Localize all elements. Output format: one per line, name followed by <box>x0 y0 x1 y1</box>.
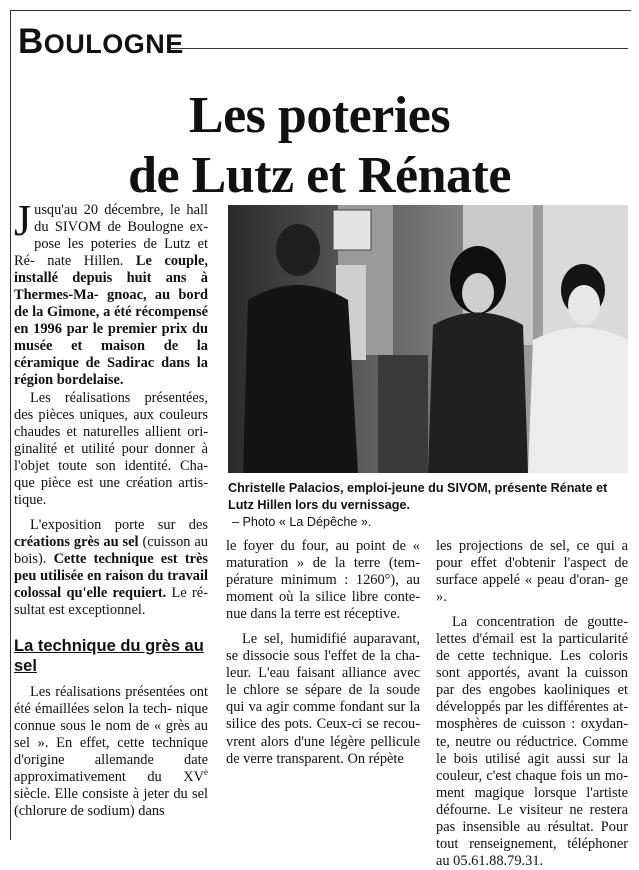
column-3 <box>436 538 628 870</box>
intro-bold-text: Le couple, installé depuis huit ans à Thermes-Ma- gnoac, au bord de la Gimone, a été récompensé en 1996 par le premier prix du musée et maison de la céramique de Sadirac dans la région bordelaise. <box>14 253 209 389</box>
headline-line-1: Les poteries <box>188 87 451 144</box>
technique-text-a: Les réalisations présentées ont été émaillées selon la tech- nique connue sous le nom de « grès au sel ». En effet, cette technique d'origine allemande date approximativement du XV <box>14 684 208 786</box>
subheading: La technique du grès au sel <box>14 637 204 676</box>
paragraph-foyer: le foyer du four, au point de « maturation » de la terre (tem- pérature minimum : 1260°), au moment où la silice libre conte- nue dans la terre est réceptive. <box>226 538 420 623</box>
expo-text-bold-a: créations grès au sel <box>14 533 139 550</box>
section-label <box>18 22 184 64</box>
paragraph-sel: Le sel, humidifié auparavant, se dissocie sous l'effet de la cha- leur. L'eau faisant alliance avec le chlore se sépare de la soude qui va agir comme fondant sur la silice des pots. Ceux-ci se recou- vrent alors d'une légère pellicule de verre transparent. On répète <box>226 631 420 767</box>
section-label-initial: B <box>18 22 44 61</box>
photo-caption <box>228 480 632 531</box>
headline-line-2: de Lutz et Rénate <box>128 147 511 204</box>
technique-text-b: siècle. Elle consiste à jeter du sel (chlorure de sodium) dans <box>14 786 208 820</box>
paragraph-intro <box>14 196 209 390</box>
expo-text-a: L'exposition porte sur des <box>30 516 208 533</box>
photo-credit: – Photo « La Dépêche ». <box>232 515 372 529</box>
paragraph-concentration: La concentration de goutte- lettes d'émail est la particularité de cette technique. Les coloris sont apportés, avant la cuisson par des engobes kaoliniques et développés par les différentes at- mosphères de cuisson : oxydan- te, neutre ou réductrice. Comme le bois utilisé agit aussi sur la couleur, c'est chaque fois un mo- ment magique lorsque l'artiste défourne. Le visiteur ne restera pas insensible au résultat. Pour tout renseignement, téléphoner au 05.61.88.79.31. <box>436 614 628 869</box>
expo-text-bold-b: Cette technique est très peu utilisée en raison du travail colossal qu'elle requiert. <box>14 550 208 602</box>
superscript-e: e <box>204 767 208 778</box>
section-label-rest: OULOGNE <box>43 29 184 59</box>
paragraph-realisations: Les réalisations présentées, des pièces uniques, aux couleurs chaudes et naturelles allient ori- ginalité et utilité pour donner à l'objet toute son identité. Cha- que pièce est une création artis- tique. <box>14 389 208 508</box>
paragraph-technique <box>14 684 208 820</box>
photo <box>228 205 628 473</box>
headline <box>0 86 639 206</box>
expo-text-e: Le ré- sultat est exceptionnel. <box>14 585 208 619</box>
drop-cap: J <box>14 196 32 245</box>
photo-illustration <box>228 205 628 473</box>
intro-text: usqu'au 20 décembre, le hall du SIVOM de Boulogne ex- pose les poteries de Lutz et Ré- nate Hillen. <box>14 202 208 270</box>
paragraph-exposition <box>14 517 208 619</box>
paragraph-projections: les projections de sel, ce qui a pour effet d'obtenir l'aspect de surface appelé « peau d'oran- ge ». <box>436 538 628 606</box>
expo-text-c: (cuisson au bois). <box>14 533 208 567</box>
column-2 <box>226 538 420 768</box>
caption-text: Christelle Palacios, emploi-jeune du SIVOM, présente Rénate et Lutz Hillen lors du vernissage. <box>228 481 608 512</box>
section-rule <box>170 48 628 49</box>
column-1 <box>14 196 209 821</box>
